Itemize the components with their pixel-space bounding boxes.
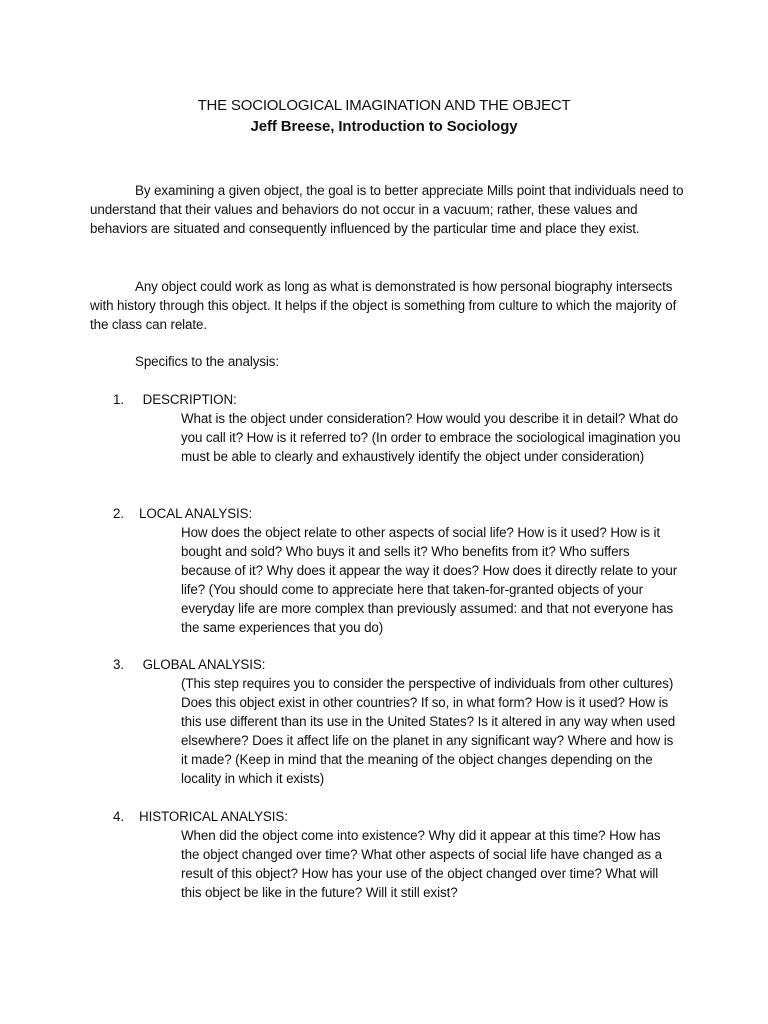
list-item-heading: GLOBAL ANALYSIS: xyxy=(139,657,266,672)
intro-paragraph: By examining a given object, the goal is to better appreciate Mills point that individuals need to understand that their values and behaviors do not occur in a vacuum; rather, these values and behaviors are situated and consequently influenced by the particular time and place they exist. xyxy=(90,183,684,236)
list-item-historical-analysis xyxy=(113,807,693,902)
list-item-heading: HISTORICAL ANALYSIS: xyxy=(139,809,288,824)
document-title xyxy=(0,95,768,137)
list-item-number: 4. xyxy=(113,809,124,824)
specifics-label: Specifics to the analysis: xyxy=(135,354,280,369)
list-item-heading: DESCRIPTION: xyxy=(139,392,237,407)
list-item-number: 2. xyxy=(113,506,124,521)
object-paragraph: Any object could work as long as what is demonstrated is how personal biography intersects with history through this object. It helps if the object is something from culture to which the majority of the class can relate. xyxy=(90,279,677,332)
list-item-text: When did the object come into existence? Why did it appear at this time? How has the object changed over time? What other aspects of social life have changed as a result of this object? How has your use of the object changed over time? What will this object be like in the future? Will it still exist? xyxy=(181,828,662,900)
list-item-text: What is the object under consideration? How would you describe it in detail? What do you call it? How is it referred to? (In order to embrace the sociological imagination you must be able to clearly and exhaustively identify the object under consideration) xyxy=(181,411,681,464)
title-line-1: THE SOCIOLOGICAL IMAGINATION AND THE OBJECT xyxy=(197,97,571,114)
list-item-global-analysis xyxy=(113,655,693,788)
list-item-heading: LOCAL ANALYSIS: xyxy=(139,506,253,521)
list-item-number: 3. xyxy=(113,657,124,672)
list-item-number: 1. xyxy=(113,392,124,407)
list-item-local-analysis xyxy=(113,504,693,637)
list-item-text: How does the object relate to other aspects of social life? How is it used? How is it bought and sold? Who buys it and sells it? Who benefits from it? Who suffers because of it? Why does it appear the way it does? How does it directly relate to your life? (You should come to appreciate here that taken-for-granted objects of your everyday life are more complex than previously assumed: and that not everyone has the same experiences that you do) xyxy=(181,525,678,635)
list-item-description xyxy=(113,390,693,466)
list-item-text: (This step requires you to consider the perspective of individuals from other cultures) Does this object exist in other countries? If so, in what form? How is it used? How is this use different than its use in the United States? Is it altered in any way when used elsewhere? Does it affect life on the planet in any significant way? Where and how is it made? (Keep in mind that the meaning of the object changes depending on the locality in which it exists) xyxy=(181,676,676,786)
title-line-2: Jeff Breese, Introduction to Sociology xyxy=(250,118,518,135)
